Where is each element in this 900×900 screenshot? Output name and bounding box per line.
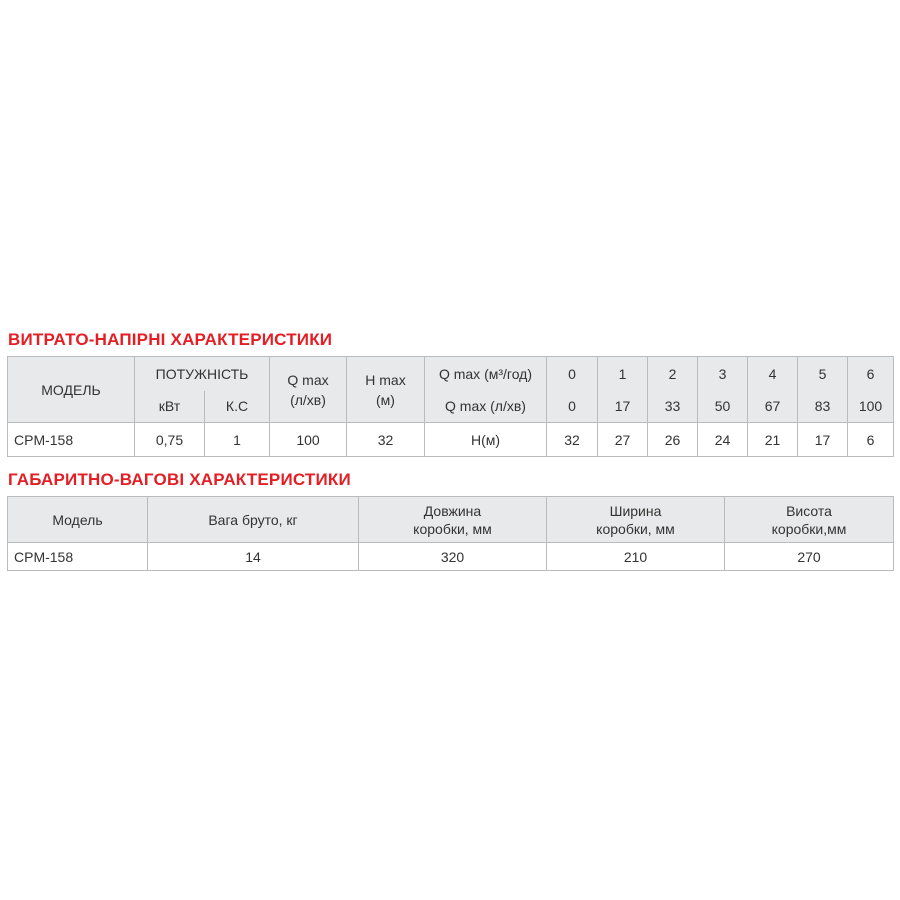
hmax-header-unit: (м): [376, 391, 395, 408]
dimensions-table: [7, 496, 894, 571]
performance-header-row-1: [8, 357, 894, 391]
flow-lmin-cell: 0: [547, 391, 598, 423]
head-cell: 6: [848, 423, 894, 457]
flow-lmin-cell: 100: [848, 391, 894, 423]
flow-lmin-cell: 33: [648, 391, 698, 423]
weight-header: Вага бруто, кг: [148, 497, 359, 543]
head-cell: 27: [598, 423, 648, 457]
dimensions-header-row: [8, 497, 894, 543]
head-cell: 24: [698, 423, 748, 457]
hmax-cell: 32: [347, 423, 425, 457]
flow-m3h-cell: 5: [798, 357, 848, 391]
performance-header-row-2: [8, 391, 894, 423]
flow-lmin-cell: 50: [698, 391, 748, 423]
flow-m3h-cell: 6: [848, 357, 894, 391]
length-header: [359, 497, 547, 543]
qmax-header-label: Q max: [287, 371, 329, 388]
flow-m3h-cell: 4: [748, 357, 798, 391]
kw-header: кВт: [135, 391, 205, 423]
dims-model-cell: CPM-158: [8, 543, 148, 571]
width-header-line2: коробки, мм: [596, 520, 675, 537]
flow-lmin-cell: 67: [748, 391, 798, 423]
weight-cell: 14: [148, 543, 359, 571]
flow-m3h-cell: 1: [598, 357, 648, 391]
width-header: [547, 497, 725, 543]
flow-lmin-header: Q max (л/хв): [425, 391, 547, 423]
head-cell: 26: [648, 423, 698, 457]
qmax-header-unit: (л/хв): [290, 391, 326, 408]
flow-lmin-cell: 83: [798, 391, 848, 423]
height-cell: 270: [725, 543, 894, 571]
height-header: [725, 497, 894, 543]
hmax-header: [347, 357, 425, 423]
dimensions-data-row: [8, 543, 894, 571]
flow-m3h-cell: 3: [698, 357, 748, 391]
height-header-line2: коробки,мм: [771, 520, 847, 537]
model-cell: CPM-158: [8, 423, 135, 457]
width-cell: 210: [547, 543, 725, 571]
length-header-line1: Довжина: [423, 502, 482, 519]
flow-m3h-cell: 2: [648, 357, 698, 391]
flow-lmin-cell: 17: [598, 391, 648, 423]
head-cell: 21: [748, 423, 798, 457]
head-cell: 17: [798, 423, 848, 457]
hp-header: К.С: [205, 391, 270, 423]
model-header: МОДЕЛЬ: [8, 357, 135, 423]
flow-m3h-cell: 0: [547, 357, 598, 391]
head-cell: 32: [547, 423, 598, 457]
hmax-header-label: H max: [365, 371, 406, 388]
width-header-line1: Ширина: [609, 502, 662, 519]
performance-section-title: ВИТРАТО-НАПІРНІ ХАРАКТЕРИСТИКИ: [8, 330, 333, 349]
power-header: ПОТУЖНІСТЬ: [135, 357, 270, 391]
dimensions-section-title: ГАБАРИТНО-ВАГОВІ ХАРАКТЕРИСТИКИ: [8, 470, 351, 489]
length-cell: 320: [359, 543, 547, 571]
qmax-cell: 100: [270, 423, 347, 457]
kw-cell: 0,75: [135, 423, 205, 457]
hp-cell: 1: [205, 423, 270, 457]
dims-model-header: Модель: [8, 497, 148, 543]
flow-m3h-header: Q max (м³/год): [425, 357, 547, 391]
performance-data-row: [8, 423, 894, 457]
qmax-header: [270, 357, 347, 423]
length-header-line2: коробки, мм: [413, 520, 492, 537]
head-label-cell: H(м): [425, 423, 547, 457]
performance-table: [7, 356, 894, 457]
height-header-line1: Висота: [786, 502, 832, 519]
